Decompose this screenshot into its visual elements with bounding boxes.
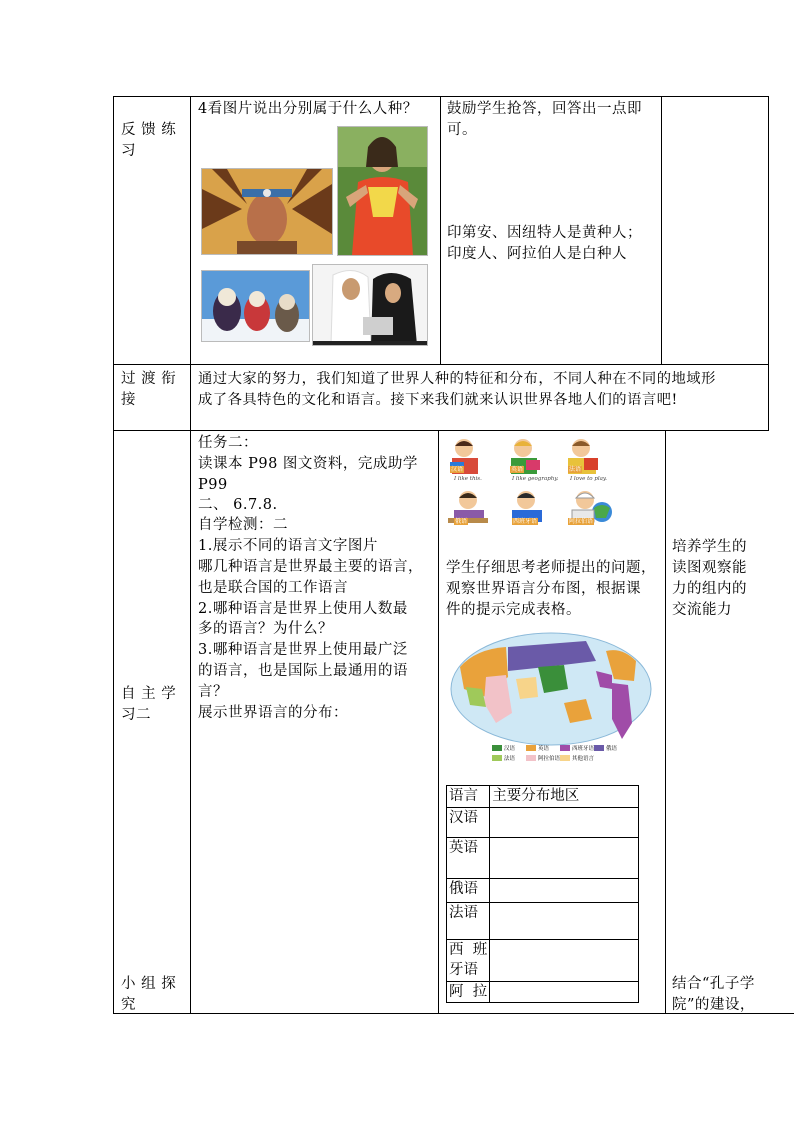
task-line: 言？ xyxy=(198,684,228,700)
task-line: 读课本 P98 图文资料，完成助学 xyxy=(198,456,418,472)
grid-top-border xyxy=(113,96,769,97)
table-cell-language xyxy=(447,940,490,982)
inuit-family-image xyxy=(202,271,309,341)
table-row xyxy=(447,903,639,940)
table-row xyxy=(447,982,639,1003)
table-cell-language: 俄语 xyxy=(447,879,490,903)
grid-right-border xyxy=(768,96,769,430)
intent-line: 结合“孔子学 xyxy=(672,976,755,992)
person-tag: 俄语 xyxy=(455,518,468,525)
table-header-area: 主要分布地区 xyxy=(490,786,639,808)
intent-line: 培养学生的 xyxy=(672,539,747,555)
table-cell-area[interactable] xyxy=(490,838,639,879)
task-line: 2.哪种语言是世界上使用人数最 xyxy=(198,601,408,617)
row-label-line: 接 xyxy=(121,392,136,408)
world-language-map-image xyxy=(446,627,657,775)
person-tag: 英语 xyxy=(511,466,524,473)
language-distribution-table xyxy=(446,785,639,1003)
table-row xyxy=(447,940,639,982)
task-line: 也是联合国的工作语言 xyxy=(198,580,348,596)
feedback-answer-line: 鼓励学生抢答，回答出一点即 xyxy=(447,101,642,117)
person-tag: 西班牙语 xyxy=(513,518,538,525)
task-line: 多的语言？为什么？ xyxy=(198,621,333,637)
activity-line: 件的提示完成表格。 xyxy=(446,602,581,618)
map-legend-label: 汉语 xyxy=(504,746,516,752)
row-label-line: 习 xyxy=(121,143,136,159)
map-legend-label: 英语 xyxy=(538,746,550,752)
language-line: 西 班 xyxy=(449,942,488,958)
row-label-line: 过 渡 衔 xyxy=(121,371,177,387)
grid-row1-col3-divider xyxy=(661,96,662,364)
transition-text-line: 通过大家的努力，我们知道了世界人种的特征和分布，不同人种在不同的地域形 xyxy=(198,371,716,387)
row-label-line: 小 组 探 xyxy=(121,976,177,992)
language-line: 牙语 xyxy=(449,962,478,978)
grid-row1-col2-divider xyxy=(440,96,441,364)
task-line: 哪几种语言是世界最主要的语言， xyxy=(198,559,423,575)
task-line: 的语言，也是国际上最通用的语 xyxy=(198,663,408,679)
language-people-illustration xyxy=(446,436,618,540)
table-cell-language: 阿 拉 xyxy=(447,982,490,1003)
intent-line: 读图观察能 xyxy=(672,560,747,576)
indian-dancer-image xyxy=(338,127,427,255)
person-tag: 法语 xyxy=(569,466,582,473)
intent-line: 交流能力 xyxy=(672,602,732,618)
activity-line: 学生仔细思考老师提出的问题， xyxy=(446,560,656,576)
arab-couple-image xyxy=(313,265,427,345)
task-line: P99 xyxy=(198,477,228,493)
grid-row2-bottom xyxy=(113,430,769,431)
task-line: 展示世界语言的分布： xyxy=(198,705,348,721)
grid-label-divider xyxy=(190,96,191,1014)
race-answer-line: 印度人、阿拉伯人是白种人 xyxy=(447,246,627,262)
task-line: 3.哪种语言是世界上使用最广泛 xyxy=(198,642,408,658)
row-label-line: 究 xyxy=(121,997,136,1013)
task-line: 自学检测：二 xyxy=(198,517,288,533)
race-answer-line: 印第安、因纽特人是黄种人； xyxy=(447,225,642,241)
table-cell-area[interactable] xyxy=(490,940,639,982)
table-row xyxy=(447,879,639,903)
native-american-image xyxy=(202,169,332,254)
inuit-family-photo xyxy=(201,270,310,342)
grid-row3-col3-divider xyxy=(665,430,666,1014)
map-legend-label: 其他语言 xyxy=(572,756,595,762)
grid-row1-bottom xyxy=(113,364,769,365)
map-legend-label: 西班牙语 xyxy=(572,746,595,752)
feedback-answer-line: 可。 xyxy=(447,122,477,138)
row-label-line: 反 馈 练 xyxy=(121,122,177,138)
grid-row3-col2-divider xyxy=(438,430,439,1014)
indian-dancer-photo xyxy=(337,126,428,256)
person-tag: 阿拉伯语 xyxy=(569,518,594,525)
table-cell-area[interactable] xyxy=(490,903,639,940)
activity-line: 观察世界语言分布图，根据课 xyxy=(446,581,641,597)
native-american-photo xyxy=(201,168,333,255)
map-legend-label: 俄语 xyxy=(606,746,618,752)
grid-left-border xyxy=(113,96,114,1014)
task-line: 任务二： xyxy=(198,435,258,451)
speech-caption: I like this. xyxy=(454,476,482,482)
table-cell-language: 英语 xyxy=(447,838,490,879)
table-cell-area[interactable] xyxy=(490,879,639,903)
table-cell-area[interactable] xyxy=(490,982,639,1003)
world-language-map xyxy=(446,627,657,775)
table-header-language: 语言 xyxy=(447,786,490,808)
map-legend-label: 阿拉伯语 xyxy=(538,756,561,762)
row-label-line: 自 主 学 xyxy=(121,686,177,702)
task-line: 二、 6.7.8. xyxy=(198,497,278,513)
row-label-line: 习二 xyxy=(121,707,151,723)
table-cell-language: 汉语 xyxy=(447,808,490,838)
table-cell-language: 法语 xyxy=(447,903,490,940)
map-legend-label: 法语 xyxy=(504,756,516,762)
speech-caption: I like geography. xyxy=(512,476,559,482)
intent-line: 力的组内的 xyxy=(672,581,747,597)
table-cell-area[interactable] xyxy=(490,808,639,838)
arab-couple-photo xyxy=(312,264,428,346)
speech-caption: I love to play. xyxy=(570,476,608,482)
feedback-question: 4看图片说出分别属于什么人种？ xyxy=(198,101,418,117)
table-row xyxy=(447,808,639,838)
transition-text-line: 成了各具特色的文化和语言。接下来我们就来认识世界各地人们的语言吧! xyxy=(198,392,678,408)
table-row xyxy=(447,838,639,879)
task-line: 1.展示不同的语言文字图片 xyxy=(198,538,378,554)
person-tag: 汉语 xyxy=(451,466,464,473)
intent-line: 院”的建设， xyxy=(672,997,755,1013)
